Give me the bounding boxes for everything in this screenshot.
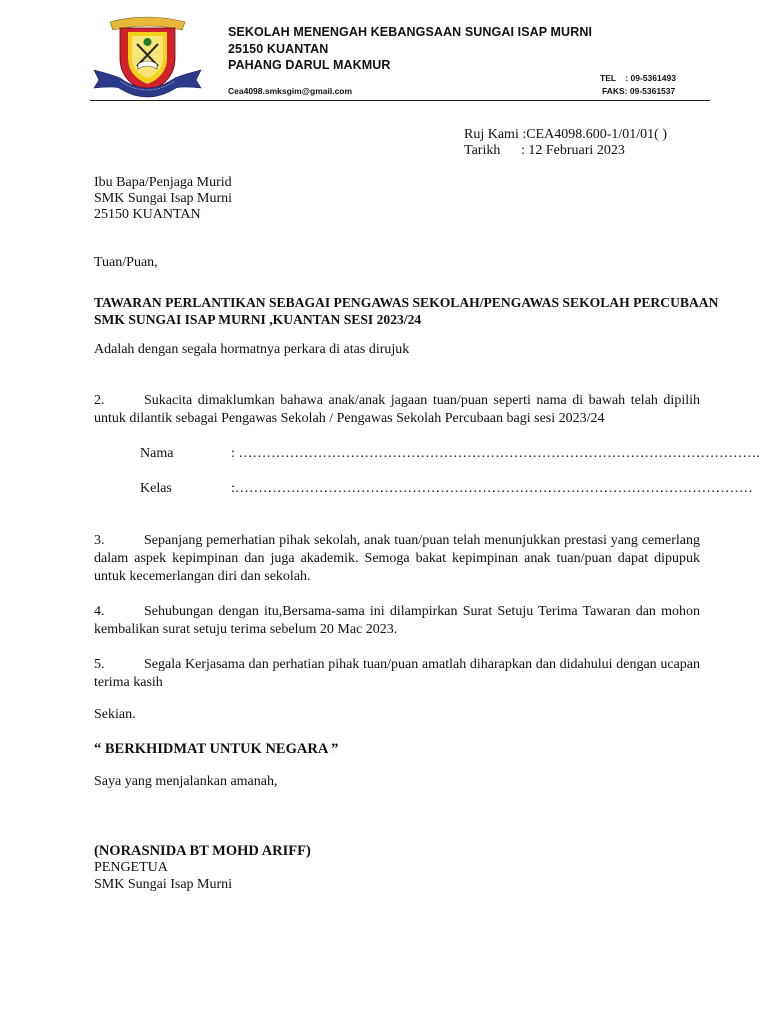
closing-amanah: Saya yang menjalankan amanah,: [94, 774, 278, 789]
paragraph-5: [94, 656, 700, 692]
kelas-dotted-line: :…………………………………………………………………………………………………: [231, 481, 753, 496]
paragraph-text: Segala Kerjasama dan perhatian pihak tuan/puan amatlah diharapkan dan didahului dengan ucapan terima kasih: [94, 657, 700, 690]
paragraph-number: 3.: [94, 533, 105, 548]
school-crest-logo: [90, 14, 205, 104]
salutation: Tuan/Puan,: [94, 255, 158, 270]
intro-sentence: Adalah dengan segala hormatnya perkara di atas dirujuk: [94, 342, 410, 357]
signer-title: PENGETUA: [94, 860, 168, 875]
school-fax: FAKS: 09-5361537: [602, 86, 676, 96]
paragraph-text: Sepanjang pemerhatian pihak sekolah, anak tuan/puan telah menunjukkan prestasi yang cemerlang dalam aspek kepimpinan dan juga akademik. Semoga bakat kepimpinan anak tuan/puan dapat dipupuk untuk kecemerlangan diri dan sekolah.: [94, 533, 700, 584]
school-postcode-city: 25150 KUANTAN: [228, 42, 329, 56]
reference-number: Ruj Kami :CEA4098.600-1/01/01( ): [464, 127, 667, 142]
school-name: SEKOLAH MENENGAH KEBANGSAAN SUNGAI ISAP MURNI: [228, 25, 593, 39]
subject-line-2: SMK SUNGAI ISAP MURNI ,KUANTAN SESI 2023/24: [94, 312, 422, 327]
motto: “ BERKHIDMAT UNTUK NEGARA ”: [94, 741, 339, 757]
recipient-line-3: 25150 KUANTAN: [94, 207, 201, 222]
paragraph-text: Sehubungan dengan itu,Bersama-sama ini dilampirkan Surat Setuju Terima Tawaran dan mohon kembalikan surat setuju terima sebelum 20 Mac 2023.: [94, 604, 700, 637]
paragraph-3: [94, 532, 700, 586]
recipient-line-1: Ibu Bapa/Penjaga Murid: [94, 175, 232, 190]
paragraph-4: [94, 603, 700, 639]
signer-school: SMK Sungai Isap Murni: [94, 877, 233, 892]
paragraph-text: Sukacita dimaklumkan bahawa anak/anak jagaan tuan/puan seperti nama di bawah telah dipilih untuk dilantik sebagai Pengawas Sekolah / Pengawas Sekolah Percubaan bagi sesi 2023/24: [94, 393, 700, 426]
school-state: PAHANG DARUL MAKMUR: [228, 58, 391, 72]
nama-dotted-line: : ………………………………………………………………………………………………….: [231, 446, 760, 461]
school-telephone: TEL : 09-5361493: [600, 73, 676, 83]
paragraph-number: 5.: [94, 657, 105, 672]
signer-name: (NORASNIDA BT MOHD ARIFF): [94, 843, 311, 859]
letterhead-divider: [90, 100, 710, 101]
sekian: Sekian.: [94, 707, 136, 722]
paragraph-2: [94, 392, 700, 428]
date-value: : 12 Februari 2023: [521, 143, 625, 158]
recipient-line-2: SMK Sungai Isap Murni: [94, 191, 233, 206]
date-label: Tarikh: [464, 143, 501, 158]
school-email: Cea4098.smksgim@gmail.com: [228, 86, 353, 96]
kelas-label: Kelas: [140, 481, 172, 496]
nama-label: Nama: [140, 446, 174, 461]
paragraph-number: 2.: [94, 393, 105, 408]
subject-line-1: TAWARAN PERLANTIKAN SEBAGAI PENGAWAS SEKOLAH/PENGAWAS SEKOLAH PERCUBAAN: [94, 295, 719, 310]
paragraph-number: 4.: [94, 604, 105, 619]
